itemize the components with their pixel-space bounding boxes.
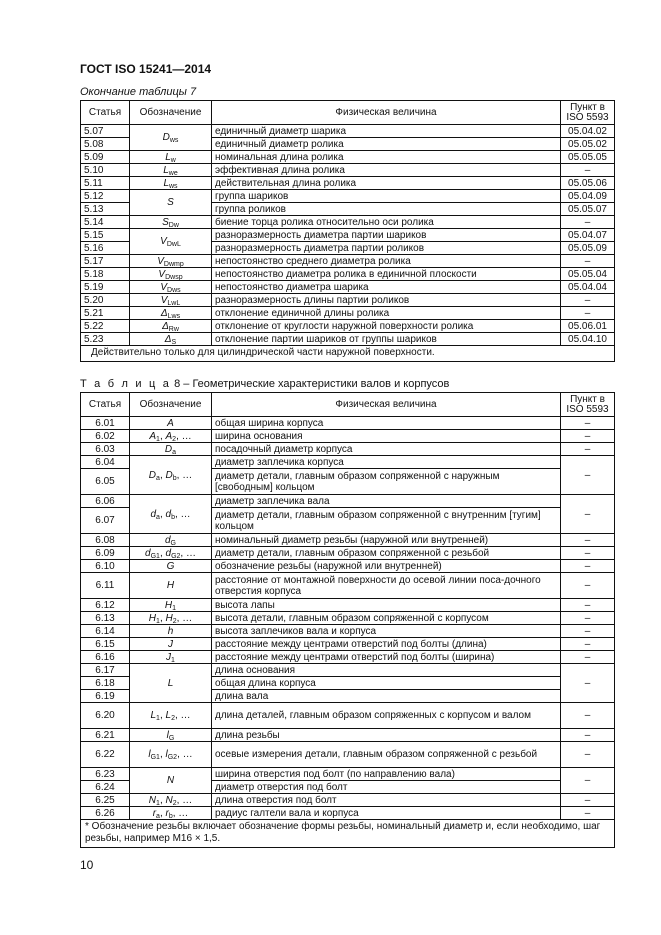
table-row — [81, 229, 615, 242]
article-cell: 6.24 — [81, 781, 130, 794]
clause-cell: – — [561, 729, 615, 742]
quantity-cell: разноразмерность длины партии роликов — [212, 294, 561, 307]
table-row — [81, 638, 615, 651]
quantity-cell: единичный диаметр ролика — [212, 138, 561, 151]
table7-footnote: Действительно только для цилиндрической части наружной поверхности. — [81, 346, 615, 362]
clause-cell: – — [561, 794, 615, 807]
table-row — [81, 573, 615, 599]
article-cell: 5.15 — [81, 229, 130, 242]
table-row — [81, 599, 615, 612]
symbol-cell: H — [130, 573, 212, 599]
clause-cell: – — [561, 417, 615, 430]
clause-cell: 05.05.09 — [561, 242, 615, 255]
symbol-cell: $D_a$ — [130, 443, 212, 456]
quantity-cell: отклонение партии шариков от группы шариков — [212, 333, 561, 346]
clause-cell: 05.04.02 — [561, 125, 615, 138]
table-row — [81, 430, 615, 443]
article-cell: 6.10 — [81, 560, 130, 573]
article-cell: 6.04 — [81, 456, 130, 469]
quantity-cell: непостоянство диаметра шарика — [212, 281, 561, 294]
symbol-cell: $L_w$ — [130, 151, 212, 164]
quantity-cell: ширина основания — [212, 430, 561, 443]
symbol-cell: $D_a$, $D_b$, … — [130, 456, 212, 495]
article-cell: 6.08 — [81, 534, 130, 547]
clause-cell: – — [561, 216, 615, 229]
clause-cell: – — [561, 651, 615, 664]
symbol-cell: $\Delta_{Lws}$ — [130, 307, 212, 320]
symbol-cell: S — [130, 190, 212, 216]
table8-header-row — [81, 393, 615, 417]
table-row — [81, 333, 615, 346]
quantity-cell: отклонение единичной длины ролика — [212, 307, 561, 320]
article-cell: 5.21 — [81, 307, 130, 320]
clause-cell: – — [561, 430, 615, 443]
quantity-cell: номинальная длина ролика — [212, 151, 561, 164]
table-row — [81, 534, 615, 547]
col-header-article: Статья — [81, 101, 130, 125]
article-cell: 6.25 — [81, 794, 130, 807]
clause-cell: – — [561, 768, 615, 794]
article-cell: 5.16 — [81, 242, 130, 255]
col-header-article: Статья — [81, 393, 130, 417]
clause-cell: 05.04.04 — [561, 281, 615, 294]
quantity-cell: ширина отверстия под болт (по направлению вала) — [212, 768, 561, 781]
article-cell: 6.03 — [81, 443, 130, 456]
clause-cell: – — [561, 164, 615, 177]
clause-cell: 05.05.06 — [561, 177, 615, 190]
article-cell: 5.14 — [81, 216, 130, 229]
symbol-cell: $H_1$, $H_2$, … — [130, 612, 212, 625]
article-cell: 6.19 — [81, 690, 130, 703]
quantity-cell: биение торца ролика относительно оси ролика — [212, 216, 561, 229]
clause-cell: – — [561, 294, 615, 307]
symbol-cell: $V_{Dws}$ — [130, 281, 212, 294]
article-cell: 6.17 — [81, 664, 130, 677]
quantity-cell: посадочный диаметр корпуса — [212, 443, 561, 456]
article-cell: 6.06 — [81, 495, 130, 508]
table-row — [81, 417, 615, 430]
table-row — [81, 151, 615, 164]
clause-cell: 05.06.01 — [561, 320, 615, 333]
quantity-cell: общая ширина корпуса — [212, 417, 561, 430]
symbol-cell: $V_{DwL}$ — [130, 229, 212, 255]
col-header-symbol: Обозначение — [130, 101, 212, 125]
quantity-cell: обозначение резьбы (наружной или внутренней) — [212, 560, 561, 573]
article-cell: 6.02 — [81, 430, 130, 443]
quantity-cell: длина основания — [212, 664, 561, 677]
clause-cell: – — [561, 255, 615, 268]
quantity-cell: эффективная длина ролика — [212, 164, 561, 177]
quantity-cell: радиус галтели вала и корпуса — [212, 807, 561, 820]
article-cell: 5.12 — [81, 190, 130, 203]
table-row — [81, 125, 615, 138]
article-cell: 6.14 — [81, 625, 130, 638]
article-cell: 5.18 — [81, 268, 130, 281]
table-row — [81, 612, 615, 625]
table-row — [81, 495, 615, 508]
article-cell: 6.09 — [81, 547, 130, 560]
article-cell: 6.21 — [81, 729, 130, 742]
article-cell: 6.12 — [81, 599, 130, 612]
clause-cell: – — [561, 495, 615, 534]
table8 — [80, 392, 615, 848]
article-cell: 6.18 — [81, 677, 130, 690]
quantity-cell: диаметр детали, главным образом сопряженной с наружным [свободным] кольцом — [212, 469, 561, 495]
table-row — [81, 294, 615, 307]
symbol-cell: $l_G$ — [130, 729, 212, 742]
table-row — [81, 794, 615, 807]
symbol-cell: $A_1$, $A_2$, … — [130, 430, 212, 443]
symbol-cell: h — [130, 625, 212, 638]
document-header: ГОСТ ISO 15241—2014 — [80, 62, 212, 76]
article-cell: 6.07 — [81, 508, 130, 534]
article-cell: 6.16 — [81, 651, 130, 664]
quantity-cell: высота лапы — [212, 599, 561, 612]
table-row — [81, 320, 615, 333]
clause-cell: 05.05.02 — [561, 138, 615, 151]
col-header-quantity: Физическая величина — [212, 393, 561, 417]
article-cell: 6.22 — [81, 742, 130, 768]
symbol-cell: $d_a$, $d_b$, … — [130, 495, 212, 534]
table-row — [81, 664, 615, 677]
col-header-quantity: Физическая величина — [212, 101, 561, 125]
quantity-cell: диаметр детали, главным образом сопряженной с резьбой — [212, 547, 561, 560]
table-row — [81, 307, 615, 320]
article-cell: 6.13 — [81, 612, 130, 625]
article-cell: 5.11 — [81, 177, 130, 190]
article-cell: 6.26 — [81, 807, 130, 820]
quantity-cell: непостоянство диаметра ролика в единичной плоскости — [212, 268, 561, 281]
table-row — [81, 651, 615, 664]
article-cell: 5.20 — [81, 294, 130, 307]
table-row — [81, 456, 615, 469]
quantity-cell: диаметр заплечика вала — [212, 495, 561, 508]
article-cell: 5.22 — [81, 320, 130, 333]
clause-cell: – — [561, 612, 615, 625]
article-cell: 6.20 — [81, 703, 130, 729]
symbol-cell: $V_{LwL}$ — [130, 294, 212, 307]
quantity-cell: длина отверстия под болт — [212, 794, 561, 807]
clause-cell: 05.04.09 — [561, 190, 615, 203]
clause-cell: – — [561, 599, 615, 612]
quantity-cell: действительная длина ролика — [212, 177, 561, 190]
article-cell: 5.17 — [81, 255, 130, 268]
table-row — [81, 768, 615, 781]
symbol-cell: A — [130, 417, 212, 430]
table7-footnote-row — [81, 346, 615, 362]
quantity-cell: расстояние между центрами отверстий под болты (ширина) — [212, 651, 561, 664]
table-row — [81, 625, 615, 638]
table-row — [81, 807, 615, 820]
table7-caption: Окончание таблицы 7 — [80, 86, 197, 98]
clause-cell: 05.05.07 — [561, 203, 615, 216]
table8-caption: Т а б л и ц а 8 – Геометрические характеристики валов и корпусов — [80, 378, 450, 390]
symbol-cell: $S_{Dw}$ — [130, 216, 212, 229]
clause-cell: 05.05.05 — [561, 151, 615, 164]
symbol-cell: $L_{we}$ — [130, 164, 212, 177]
symbol-cell: N — [130, 768, 212, 794]
table8-footnote-row — [81, 820, 615, 848]
col-header-clause: Пункт в ISO 5593 — [561, 393, 615, 417]
clause-cell: – — [561, 625, 615, 638]
symbol-cell: $L_1$, $L_2$, … — [130, 703, 212, 729]
symbol-cell: $D_{ws}$ — [130, 125, 212, 151]
quantity-cell: диаметр детали, главным образом сопряженной с внутренним [тугим] кольцом — [212, 508, 561, 534]
article-cell: 6.15 — [81, 638, 130, 651]
quantity-cell: диаметр заплечика корпуса — [212, 456, 561, 469]
col-header-symbol: Обозначение — [130, 393, 212, 417]
article-cell: 5.19 — [81, 281, 130, 294]
quantity-cell: отклонение от круглости наружной поверхности ролика — [212, 320, 561, 333]
table7 — [80, 100, 615, 362]
table-row — [81, 268, 615, 281]
table7-header-row — [81, 101, 615, 125]
col-header-clause: Пункт в ISO 5593 — [561, 101, 615, 125]
quantity-cell: высота детали, главным образом сопряженной с корпусом — [212, 612, 561, 625]
table-row — [81, 190, 615, 203]
quantity-cell: длина деталей, главным образом сопряженных с корпусом и валом — [212, 703, 561, 729]
article-cell: 5.13 — [81, 203, 130, 216]
clause-cell: – — [561, 638, 615, 651]
article-cell: 6.01 — [81, 417, 130, 430]
quantity-cell: группа роликов — [212, 203, 561, 216]
symbol-cell: J — [130, 638, 212, 651]
quantity-cell: непостоянство среднего диаметра ролика — [212, 255, 561, 268]
quantity-cell: расстояние между центрами отверстий под болты (длина) — [212, 638, 561, 651]
symbol-cell: $V_{Dwmp}$ — [130, 255, 212, 268]
table8-footnote: * Обозначение резьбы включает обозначение формы резьбы, номинальный диаметр и, если необходимо, шаг резьбы, например М16 × 1,5. — [81, 820, 615, 848]
table-row — [81, 177, 615, 190]
symbol-cell: G — [130, 560, 212, 573]
article-cell: 6.11 — [81, 573, 130, 599]
quantity-cell: расстояние от монтажной поверхности до осевой линии поса-дочного отверстия корпуса — [212, 573, 561, 599]
clause-cell: – — [561, 547, 615, 560]
table-row — [81, 729, 615, 742]
clause-cell: – — [561, 807, 615, 820]
quantity-cell: единичный диаметр шарика — [212, 125, 561, 138]
quantity-cell: диаметр отверстия под болт — [212, 781, 561, 794]
table-row — [81, 703, 615, 729]
quantity-cell: осевые измерения детали, главным образом сопряженной с резьбой — [212, 742, 561, 768]
quantity-cell: длина резьбы — [212, 729, 561, 742]
article-cell: 5.23 — [81, 333, 130, 346]
symbol-cell: $\Delta_{Rw}$ — [130, 320, 212, 333]
article-cell: 5.09 — [81, 151, 130, 164]
table-row — [81, 560, 615, 573]
quantity-cell: номинальный диаметр резьбы (наружной или внутренней) — [212, 534, 561, 547]
article-cell: 6.05 — [81, 469, 130, 495]
clause-cell: 05.04.07 — [561, 229, 615, 242]
symbol-cell: $H_1$ — [130, 599, 212, 612]
table-row — [81, 281, 615, 294]
symbol-cell: $l_{G1}$, $l_{G2}$, … — [130, 742, 212, 768]
symbol-cell: $N_1$, $N_2$, … — [130, 794, 212, 807]
clause-cell: – — [561, 560, 615, 573]
quantity-cell: группа шариков — [212, 190, 561, 203]
quantity-cell: общая длина корпуса — [212, 677, 561, 690]
clause-cell: – — [561, 664, 615, 703]
article-cell: 5.07 — [81, 125, 130, 138]
clause-cell: 05.04.10 — [561, 333, 615, 346]
table-row — [81, 216, 615, 229]
symbol-cell: $d_G$ — [130, 534, 212, 547]
clause-cell: – — [561, 456, 615, 495]
table-row — [81, 164, 615, 177]
article-cell: 5.10 — [81, 164, 130, 177]
clause-cell: 05.05.04 — [561, 268, 615, 281]
clause-cell: – — [561, 742, 615, 768]
table-row — [81, 742, 615, 768]
symbol-cell: $r_a$, $r_b$, … — [130, 807, 212, 820]
article-cell: 5.08 — [81, 138, 130, 151]
symbol-cell: $L_{ws}$ — [130, 177, 212, 190]
quantity-cell: разноразмерность диаметра партии шариков — [212, 229, 561, 242]
clause-cell: – — [561, 443, 615, 456]
table-row — [81, 547, 615, 560]
article-cell: 6.23 — [81, 768, 130, 781]
quantity-cell: высота заплечиков вала и корпуса — [212, 625, 561, 638]
clause-cell: – — [561, 307, 615, 320]
clause-cell: – — [561, 573, 615, 599]
clause-cell: – — [561, 703, 615, 729]
symbol-cell: $J_1$ — [130, 651, 212, 664]
symbol-cell: $\Delta_S$ — [130, 333, 212, 346]
symbol-cell: $V_{Dwsp}$ — [130, 268, 212, 281]
page-number: 10 — [80, 858, 94, 872]
clause-cell: – — [561, 534, 615, 547]
symbol-cell: $d_{G1}$, $d_{G2}$, … — [130, 547, 212, 560]
quantity-cell: длина вала — [212, 690, 561, 703]
symbol-cell: L — [130, 664, 212, 703]
table-row — [81, 255, 615, 268]
quantity-cell: разноразмерность диаметра партии роликов — [212, 242, 561, 255]
table-row — [81, 443, 615, 456]
